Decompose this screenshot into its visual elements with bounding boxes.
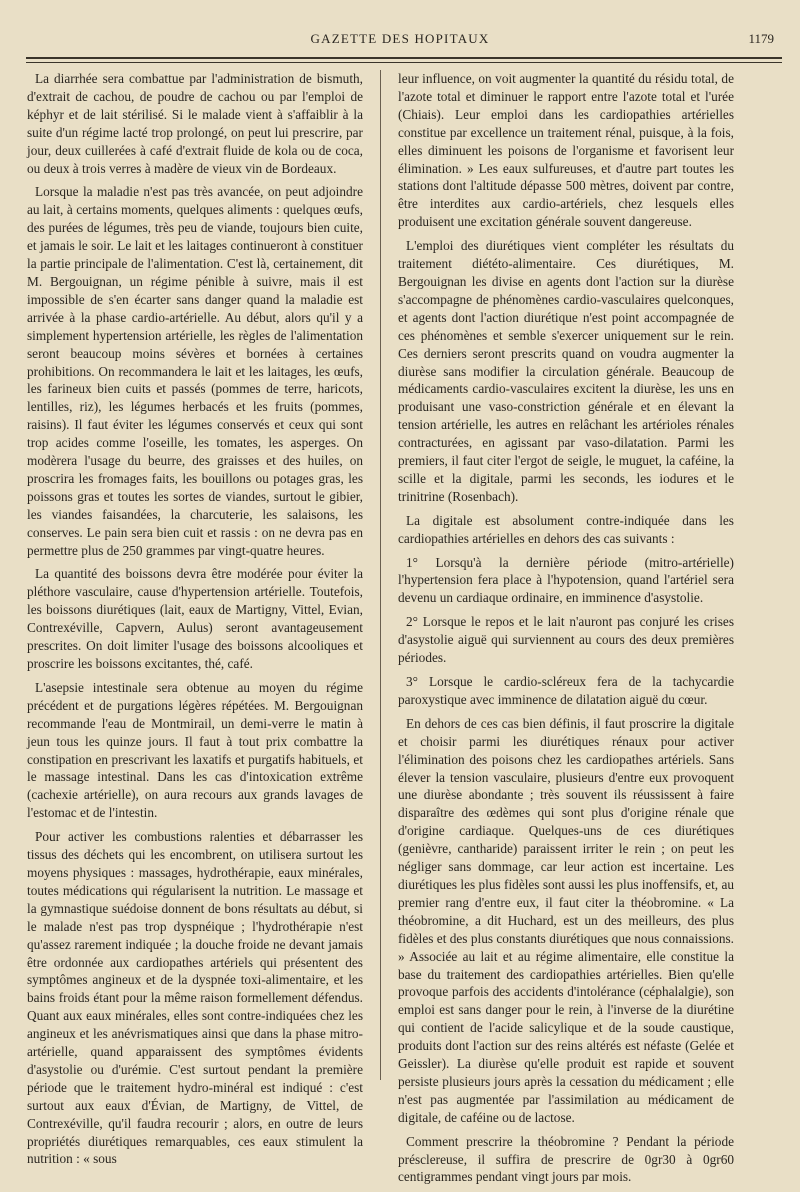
right-column — [398, 70, 734, 1192]
paragraph-case-1: 1° Lorsqu'à la dernière période (mitro-artérielle) l'hypertension fera place à l'hypotension, quand l'artériel sera devenu un cardiaque ordinaire, en imminence d'asystolie. — [398, 554, 734, 606]
paragraph-alimentation: Lorsque la maladie n'est pas très avancée, on peut adjoindre au lait, à certains moments, quelques aliments : quelques œufs, des purées de légumes, très peu de viande, toujours bien cuite, et jamais le soir. Le lait et les laitages continueront à constituer la partie principale de l'alimentation. C'est là, certainement, dit M. Bergouignan, un régime pénible à suivre, mais il est impossible de s'en écarter sans danger quand la maladie est arrivée à la phase cardio-artérielle. Au début, alors qu'il y a simplement hypertension artérielle, les règles de l'alimentation seront beaucoup moins sévères et bornées à certaines prohibitions. On recommandera le lait et les laitages, les œufs, les farineux bien cuits et passés (pommes de terre, haricots, lentilles, riz), les légumes herbacés et les fruits (pommes, raisins). Il faut éviter les légumes conservés et ceux qui sont trop acides comme l'oseille, les tomates, les asperges. On modèrera l'usage du beurre, des graisses et des huiles, on proscrira les fromages faits, les bouillons ou potages gras, les poissons gras et toutes les sortes de viandes, surtout le gibier, les viandes faisandées, la charcuterie, les salaisons, les conserves. Le pain sera bien cuit et rassis : on ne devra pas en permettre plus de 250 grammes par vingt-quatre heures. — [27, 184, 363, 558]
paragraph-combustions: Pour activer les combustions ralenties et débarrasser les tissus des déchets qui les encombrent, on utilisera surtout les moyens physiques : massages, hydrothérapie, eaux minérales, toutes médications qui régularisent la nutrition. Le massage et la gymnastique suédoise donnent de bons résultats au début, si le malade n'est pas trop dyspnéique ; l'hydrothérapie n'est qu'assez rarement indiquée ; la douche froide ne devant jamais être ordonnée aux cardiopathes artériels qui présentent des symptômes angineux et de la dyspnée toxi-alimentaire, et les bains froids étant pour la même raison formellement défendus. Quant aux eaux minérales, elles sont contre-indiquées chez les angineux et les anévrismatiques ainsi que dans la phase mitro-artérielle, quand apparaissent des symptômes évidents d'asystolie ou d'urémie. C'est surtout pendant la première période que le traitement hydro-minéral est indiqué : c'est surtout aux eaux d'Évian, de Martigny, de Vittel, de Contrexéville, qu'il faudra recourir ; alors, en outre de leurs propriétés diurétiques remarquables, ces eaux stimulent la nutrition : « sous — [27, 829, 363, 1167]
header-rule-thin — [26, 62, 782, 63]
header-rule-thick — [26, 57, 782, 59]
paragraph-prescription: Comment prescrire la théobromine ? Pendant la période présclereuse, il suffira de prescrire de 0gr30 à 0gr60 centigrammes pendant vingt jours par mois. — [398, 1133, 734, 1185]
paragraph-case-2: 2° Lorsque le repos et le lait n'auront pas conjuré les crises d'asystolie aiguë qui surviennent au cours des deux premières périodes. — [398, 614, 734, 666]
paragraph-theobromine: En dehors de ces cas bien définis, il faut proscrire la digitale et choisir parmi les diurétiques rénaux pour activer l'élimination des poisons chez les cardiopathes artériels. Sans élever la tension vasculaire, plusieurs d'entre eux provoquent une diurèse abondante ; très souvent ils réussissent à faire disparaître des œdèmes qui sont plus d'origine rénale que d'origine cardiaque. Quelques-uns de ces diurétiques (genièvre, cantharide) paraissent irriter le rein ; on peut les négliger sans dommage, car leur action est incertaine. Les diurétiques les plus fidèles sont aussi les plus inoffensifs, et, au premier rang d'entre eux, il faut citer la théobromine. « La théobromine, a dit Huchard, est un des meilleurs, des plus fidèles et des plus constants diurétiques que nous connaissions. » Associée au lait et au régime alimentaire, elle constitue la base du traitement des cardiopathies artérielles. Bien qu'elle provoque parfois des accidents d'intolérance (céphalalgie), son emploi est sans danger pour le rein, à l'inverse de la diurétine qui contient de l'acide salicylique et de la soude caustique, produits dont l'action sur des reins altérés est néfaste (Gelée et Geissler). La diurèse qu'elle produit est rapide et souvent persiste plusieurs jours après la cessation du médicament ; elle n'est pas augmentée par l'assimilation au médicament de digitale, de caféine ou de lactose. — [398, 715, 734, 1125]
paragraph-asepsie: L'asepsie intestinale sera obtenue au moyen du régime précédent et de purgations légères répétées. M. Bergouignan recommande l'eau de Montmirail, un demi-verre le matin à jeun tous les quinze jours. Il faut à tout prix combattre la constipation en prescrivant les laxatifs et purgatifs habituels, et le massage intestinal. Dans les cas d'intoxication extrême (cachexie artérielle), on aura recours aux grands lavages de l'estomac et de l'intestin. — [27, 679, 363, 821]
paragraph-continuation: leur influence, on voit augmenter la quantité du résidu total, de l'azote total et diminuer le rapport entre l'azote total et l'urée (Chiais). Leur emploi dans les cardiopathies artérielles constitue par excellence un traitement rénal, puisque, à la fois, elles diminuent les poisons de l'organisme et favorisent leur élimination. » Les eaux sulfureuses, et d'autre part toutes les stations dont l'altitude dépasse 500 mètres, doivent par contre, être interdites aux cardio-artériels, chez lesquels elles produisent une excitation générale souvent dangereuse. — [398, 71, 734, 230]
journal-title: GAZETTE DES HOPITAUX — [310, 31, 490, 46]
page-header — [0, 31, 800, 51]
paragraph-diarrhee: La diarrhée sera combattue par l'administration de bismuth, d'extrait de cachou, de poudre de cachou ou par l'emploi de képhyr et de lait stérilisé. Si le malade vient à s'affaiblir à la suite d'un régime lacté trop prolongé, on peut lui prescrire, par jour, deux cuillerées à café d'extrait fluide de kola ou de coca, ou deux à trois verres à madère de vieux vin de Bordeaux. — [27, 71, 363, 176]
paragraph-diuretiques: L'emploi des diurétiques vient compléter les résultats du traitement diététo-alimentaire. Ces diurétiques, M. Bergouignan les divise en agents dont l'action sur la diurèse s'accompagne de phénomènes cardio-vasculaires quelconques, et agents dont l'action diurétique n'est point accompagnée de ces phénomènes et semble s'exercer uniquement sur le rein. Ces derniers seront prescrits quand on voudra augmenter la diurèse sans modifier la circulation générale. Beaucoup de médicaments cardio-vasculaires excitent la diurèse, les uns en produisant une vaso-constriction générale et en élevant la tension artérielle, les autres en relâchant les artérioles rénales contracturées, en agissant par vaso-dilatation. Parmi les premiers, il faut citer l'ergot de seigle, le muguet, la caféine, la scille et la digitale, parmi les seconds, les iodures et le trinitrine (Rosenbach). — [398, 238, 734, 504]
paragraph-boissons: La quantité des boissons devra être modérée pour éviter la pléthore vasculaire, cause d'hypertension artérielle. Toutefois, les boissons diurétiques (lait, eaux de Martigny, Vittel, Evian, Contrexéville, Capvern, Aulus) seront avantageusement prescrites. On doit limiter l'usage des boissons alcooliques et proscrire les boissons excitantes, thé, café. — [27, 566, 363, 671]
paragraph-case-3: 3° Lorsque le cardio-scléreux fera de la tachycardie paroxystique avec imminence de dilatation aiguë du cœur. — [398, 674, 734, 707]
left-column — [27, 70, 363, 1174]
page-number: 1179 — [748, 31, 774, 46]
column-divider — [380, 70, 381, 1080]
paragraph-digitale: La digitale est absolument contre-indiquée dans les cardiopathies artérielles en dehors des cas suivants : — [398, 512, 734, 546]
